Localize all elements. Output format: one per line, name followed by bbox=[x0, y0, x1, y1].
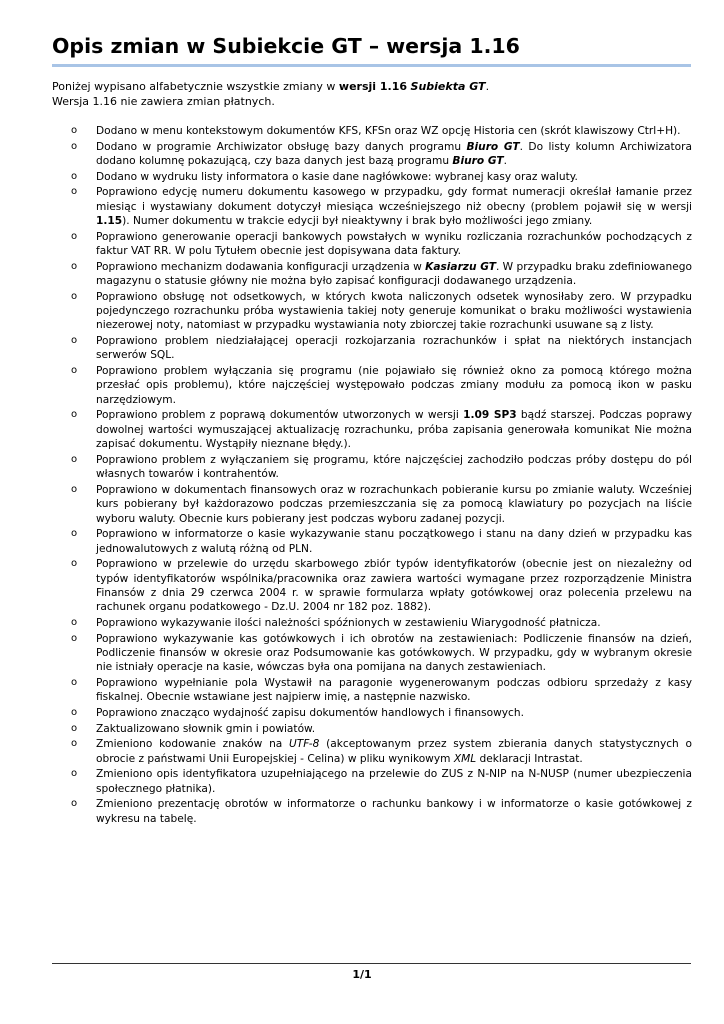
list-item-text: Poprawiono w dokumentach finansowych oraz w rozrachunkach pobieranie kursu po zmianie waluty. Wcześniej kurs pobierany był każdorazowo podczas przemieszczania się za pomocą klawiatury po pozycjach na liście wyboru waluty. Obecnie kurs pobierany jest podczas wyboru zadanej pozycji. bbox=[96, 483, 692, 525]
list-item bbox=[52, 230, 692, 259]
list-item-text: Zaktualizowano słownik gmin i powiatów. bbox=[96, 722, 316, 735]
list-item bbox=[52, 170, 692, 184]
list-item-text: Poprawiono problem niedziałającej operacji rozkojarzania rozrachunków i spłat na niektórych instancjach serwerów SQL. bbox=[96, 335, 692, 362]
bullet-icon: o bbox=[71, 677, 78, 689]
list-item bbox=[52, 676, 692, 705]
list-item-text: Poprawiono wykazywanie kas gotówkowych i ich obrotów na zestawieniach: Podliczenie finansów na dzień, Podliczenie finansów w okresie oraz Podsumowanie kas gotówkowych. W przypadku, gdy w wybranym okresie nie istniały operacje na kasie, wówczas była ona pomijana na danych zestawieniach. bbox=[96, 632, 692, 674]
list-item-text: deklaracji Intrastat. bbox=[476, 752, 583, 765]
bullet-icon: o bbox=[71, 483, 78, 495]
list-item-text: Poprawiono wypełnianie pola Wystawił na paragonie wygenerowanym podczas odbioru sprzedaży z kasy fiskalnej. Obecnie wstawiane jest najpierw imię, a następnie nazwisko. bbox=[96, 677, 692, 704]
list-item-text: . Do listy kolumn Archiwizatora dodano kolumnę pokazującą, czy baza danych jest bazą programu bbox=[96, 140, 692, 167]
list-item-text: Dodano w wydruku listy informatora o kasie dane nagłówkowe: wybranej kasy oraz waluty. bbox=[96, 170, 578, 183]
bullet-icon: o bbox=[71, 707, 78, 719]
bullet-icon: o bbox=[71, 170, 78, 182]
list-item bbox=[52, 557, 692, 615]
list-item bbox=[52, 260, 692, 289]
list-item-text: Zmieniono opis identyfikatora uzupełniającego na przelewie do ZUS z N-NIP na N-NUSP (numer ubezpieczenia społecznego płatnika). bbox=[96, 768, 692, 795]
intro-period: . bbox=[485, 80, 490, 93]
intro-line-2: Wersja 1.16 nie zawiera zmian płatnych. bbox=[52, 95, 275, 108]
list-item bbox=[52, 290, 692, 333]
list-item-text: Biuro GT bbox=[466, 140, 520, 153]
list-item bbox=[52, 483, 692, 526]
changes-list bbox=[52, 124, 692, 827]
list-item-text: Poprawiono edycję numeru dokumentu kasowego w przypadku, gdy format numeracji określał łamanie przez miesiąc i wystawiany dokument dotyczył miesiąca wcześniejszego niż obecny (problem pojawił się w wersji bbox=[96, 186, 692, 213]
bullet-icon: o bbox=[71, 798, 78, 810]
list-item-text: Zmieniono prezentację obrotów w informatorze o rachunku bankowy i w informatorze o kasie gotówkowej z wykresu na tabelę. bbox=[96, 798, 692, 825]
list-item bbox=[52, 616, 692, 630]
list-item-text: Poprawiono problem z poprawą dokumentów utworzonych w wersji bbox=[96, 409, 464, 422]
bullet-icon: o bbox=[71, 453, 78, 465]
bullet-icon: o bbox=[71, 632, 78, 644]
intro-text: Poniżej wypisano alfabetycznie wszystkie zmiany w bbox=[52, 80, 339, 93]
list-item-text: Poprawiono obsługę not odsetkowych, w których kwota naliczonych odsetek wynosiłaby zero. W przypadku pojedynczego rozrachunku próba wystawienia takiej noty generuje komunikat o braku możliwości wystawienia niezerowej noty, natomiast w przypadku wystawiania noty zbiorczej takie rozrachunki usuwane są z listy. bbox=[96, 290, 692, 332]
bullet-icon: o bbox=[71, 768, 78, 780]
list-item-text: Dodano w menu kontekstowym dokumentów KFS, KFSn oraz WZ opcję Historia cen (skrót klawiszowy Ctrl+H). bbox=[96, 125, 681, 137]
bullet-icon: o bbox=[71, 365, 78, 376]
list-item bbox=[52, 453, 692, 482]
intro-version: wersji 1.16 bbox=[338, 80, 408, 93]
bullet-icon: o bbox=[71, 335, 78, 346]
bullet-icon: o bbox=[71, 528, 78, 540]
list-item-text: Dodano w programie Archiwizator obsługę bazy danych programu bbox=[96, 140, 467, 153]
bullet-icon: o bbox=[71, 125, 78, 136]
list-item-text: Biuro GT bbox=[452, 155, 504, 167]
list-item-text: Poprawiono w informatorze o kasie wykazywanie stanu początkowego i stanu na dany dzień w przypadku kas jednowalutowych z walutą różną od PLN. bbox=[96, 528, 692, 555]
bullet-icon: o bbox=[71, 290, 78, 302]
list-item bbox=[52, 527, 692, 556]
list-item bbox=[52, 722, 692, 736]
list-item bbox=[52, 185, 692, 228]
bullet-icon: o bbox=[71, 186, 78, 198]
bullet-icon: o bbox=[71, 738, 78, 750]
list-item bbox=[52, 767, 692, 796]
list-item-text: Poprawiono wykazywanie ilości należności spóźnionych w zestawieniu Wiarygodność płatnicza. bbox=[96, 617, 601, 630]
bullet-icon: o bbox=[71, 558, 78, 570]
list-item bbox=[52, 797, 692, 826]
page-title: Opis zmian w Subiekcie GT – wersja 1.16 bbox=[52, 34, 520, 58]
footer-divider bbox=[52, 963, 691, 964]
list-item-text: Kasiarzu GT bbox=[425, 260, 496, 273]
list-item-text: Poprawiono mechanizm dodawania konfiguracji urządzenia w bbox=[96, 260, 426, 273]
list-item-text: Poprawiono w przelewie do urzędu skarbowego zbiór typów identyfikatorów (obecnie jest on niezależny od typów identyfikatorów wspólnika/pracownika oraz zawiera wartości wymagane przez rozporządzenie Ministra Finansów z dnia 29 czerwca 2004 r. w sprawie formularza wpłaty gotówkowej oraz polecenia przelewu na rachunek organu podatkowego - Dz.U. 2004 nr 182 poz. 1882). bbox=[96, 558, 692, 614]
list-item-text: . W przypadku braku zdefiniowanego magazynu o statusie główny nie można było zapisać konfiguracji dodawanego urządzenia. bbox=[96, 260, 692, 287]
intro-line-1 bbox=[52, 79, 692, 94]
list-item bbox=[52, 124, 692, 138]
bullet-icon: o bbox=[71, 260, 78, 272]
list-item-text: UTF-8 bbox=[289, 738, 320, 751]
page-number: 1/1 bbox=[352, 968, 372, 981]
bullet-icon: o bbox=[71, 230, 78, 242]
list-item bbox=[52, 334, 692, 363]
intro-product-name: Subiekta GT bbox=[410, 80, 486, 93]
title-underline bbox=[52, 64, 691, 67]
list-item bbox=[52, 632, 692, 675]
list-item bbox=[52, 364, 692, 407]
list-item-text: Zmieniono kodowanie znaków na bbox=[96, 738, 290, 751]
list-item-text: ). Numer dokumentu w trakcie edycji był nieaktywny i brak było możliwości jego zmiany. bbox=[122, 215, 593, 227]
list-item bbox=[52, 140, 692, 169]
intro-paragraph bbox=[52, 79, 692, 109]
list-item-text: 1.15 bbox=[96, 215, 123, 227]
list-item-text: Poprawiono znacząco wydajność zapisu dokumentów handlowych i finansowych. bbox=[96, 707, 524, 720]
list-item-text: (akceptowanym przez system zbierania danych statystycznych o obrocie z państwami Unii Europejskiej - Celina) w pliku wynikowym bbox=[96, 738, 692, 765]
list-item-text: bądź starszej. Podczas poprawy dowolnej wartości wymuszającej aktualizację rozrachunku, próba zapisania generowała komunikat Nie można zapisać dokumentu. Wystąpiły nieznane błędy.). bbox=[96, 409, 692, 451]
list-item-text: 1.09 SP3 bbox=[463, 409, 517, 422]
list-item-text: Poprawiono generowanie operacji bankowych powstałych w wyniku rozliczania rozrachunków pochodzących z faktur VAT RR. W polu Tytułem obecnie jest dopisywana data faktury. bbox=[96, 230, 692, 257]
list-item-text: Poprawiono problem z wyłączaniem się programu, które najczęściej zachodziło podczas próby dostępu do pól własnych towarów i kontrahentów. bbox=[96, 453, 692, 481]
bullet-icon: o bbox=[71, 722, 78, 734]
list-item bbox=[52, 706, 692, 720]
list-item-text: XML bbox=[453, 752, 477, 765]
bullet-icon: o bbox=[71, 140, 78, 152]
bullet-icon: o bbox=[71, 409, 78, 421]
list-item-text: Poprawiono problem wyłączania się programu (nie pojawiało się również okno za pomocą którego można przesłać opis problemu), które najczęściej występowało podczas zmiany modułu za pomocą ikon w pasku narzędziowym. bbox=[96, 365, 692, 406]
list-item-text: . bbox=[503, 155, 507, 167]
list-item bbox=[52, 737, 692, 766]
list-item bbox=[52, 408, 692, 451]
bullet-icon: o bbox=[71, 617, 78, 629]
